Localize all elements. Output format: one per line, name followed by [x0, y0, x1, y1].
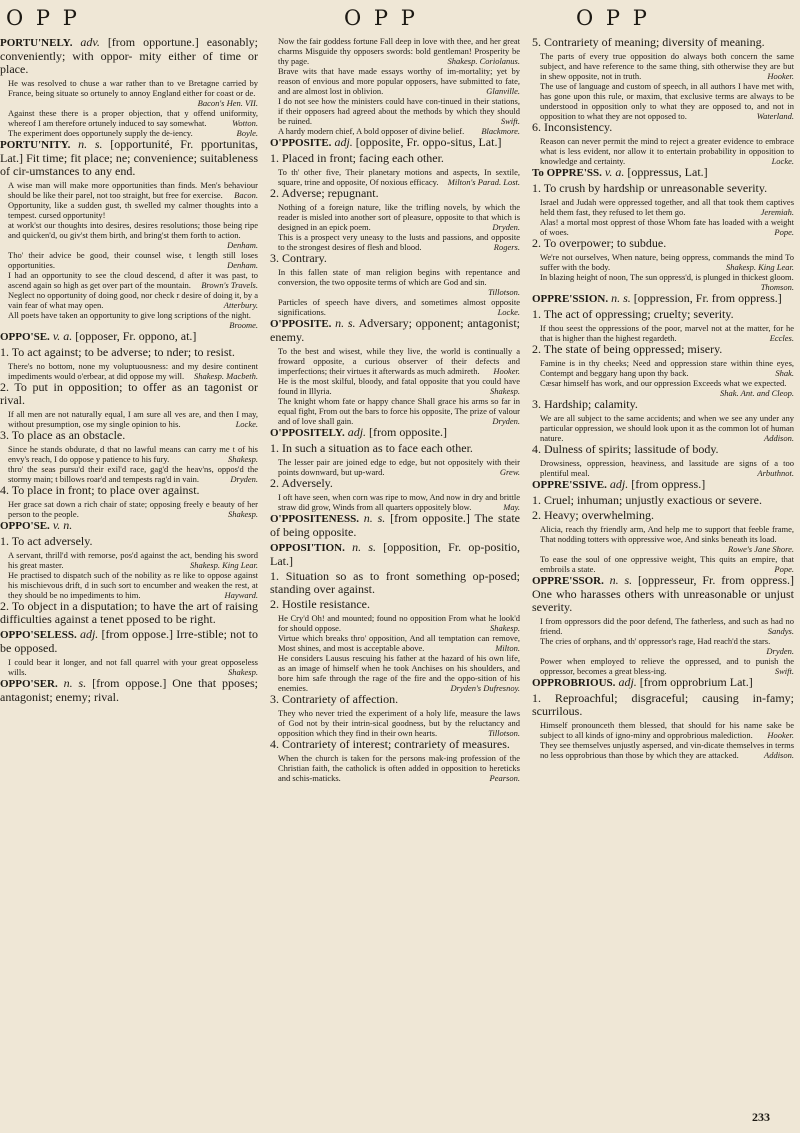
citation-text: Virtue which breaks thro' opposition, And all temptation can remove, Most shines, and most is acceptable above.	[278, 633, 520, 653]
etymology: [opportunité, Fr. pportunitas, Lat.]	[0, 137, 258, 165]
headword: OPPRE'SSOR.	[532, 575, 604, 587]
column-1	[0, 36, 258, 1106]
citation	[532, 740, 794, 760]
citation	[532, 252, 794, 272]
citation-author: Tillotson.	[488, 728, 520, 738]
citation-text: He was resolved to chuse a war rather than to ve Bretagne carried by France, being situate so ortunely to annoy England either for coast or de.	[8, 78, 258, 98]
citation-author: Tillotson.	[488, 287, 520, 297]
citation-text: Famine is in thy cheeks; Need and oppression stare within thine eyes, Contempt and beggary hang upon thy back.	[540, 358, 794, 378]
citation-text: I had an opportunity to see the cloud descend, d after it was past, to ascend again so high as get over part of the mountain.	[8, 270, 258, 290]
citation-text: I could bear it longer, and not fall quarrel with your great opposeless wills.	[8, 657, 258, 677]
citation-text: I do not see how the ministers could have con-tinued in their stations, if their opposers had agreed about the methods by which they should be ruined.	[278, 96, 520, 126]
sense-definition	[270, 477, 520, 490]
sense-text: 2. Hostile resistance.	[270, 597, 370, 611]
citation-author: Hooker.	[767, 730, 794, 740]
citation-text: The knight whom fate or happy chance Shall grace his arms so far in equal fight, From out the bars to force his opposite, The prize of valour and of love shall gain.	[278, 396, 520, 426]
citation-text: Brave wits that have made essays worthy of im-mortality; yet by reason of envious and more popular opposers, have submitted to fate, and are almost lost in oblivion.	[278, 66, 520, 96]
sense-text: 3. Contrary.	[270, 251, 327, 265]
citation	[270, 492, 520, 512]
citation-text: If all men are not naturally equal, I am sure all ves are, and then I may, without presumption, ose my single opinion to his.	[8, 409, 258, 429]
citation-text: We're not ourselves, When nature, being oppress, commands the mind To suffer with the body.	[540, 252, 794, 272]
citation	[270, 708, 520, 738]
sense-definition	[270, 187, 520, 200]
citation-text: Opportunity, like a sudden gust, th swelled my calmer thoughts into a tempest. cursed opportunity!	[8, 200, 258, 220]
etymology: [opposite, Fr. oppo-situs, Lat.]	[355, 135, 502, 149]
citation-author: Shakesp. Coriolanus.	[447, 56, 520, 66]
citation	[0, 657, 258, 677]
citation-author: Swift.	[774, 666, 794, 676]
headword: OPPO'SE.	[0, 520, 50, 532]
sense-definition	[0, 600, 258, 626]
headword: PORTU'NELY.	[0, 37, 73, 49]
sense-definition	[0, 346, 258, 359]
citation	[270, 96, 520, 126]
citation-text: The parts of every true opposition do always both concern the same subject, and have reference to the same thing, sith otherwise they are but in shew opposite, not in truth.	[540, 51, 794, 81]
citation-author: Denham.	[227, 260, 258, 270]
sense-text: 5. Contrariety of meaning; diversity of meaning.	[532, 36, 765, 49]
definition: Adversary; opponent; antagonist; enemy.	[270, 316, 520, 344]
etymology: [from opprobrium Lat.]	[639, 675, 753, 689]
dictionary-entry	[0, 36, 258, 76]
citation-author: Milton.	[495, 643, 520, 653]
grammar-label: adj.	[618, 675, 637, 689]
definition: Irre-stible; not to be opposed.	[0, 627, 258, 655]
citation	[532, 272, 794, 292]
sense-text: 2. The state of being oppressed; misery.	[532, 342, 723, 356]
citation	[532, 197, 794, 217]
headword: OPPO'SE.	[0, 331, 50, 343]
citation	[270, 167, 520, 187]
citation-author: Locke.	[771, 156, 794, 166]
sense-text: 1. To act adversely.	[0, 534, 93, 548]
dictionary-entry	[0, 330, 258, 344]
sense-definition	[0, 429, 258, 442]
citation	[532, 656, 794, 676]
citation-text: In blazing height of noon, The sun oppress'd, is plunged in thickest gloom.	[540, 272, 794, 282]
citation-author: Dryden.	[230, 474, 258, 484]
citation-text: When the church is taken for the persons mak-ing profession of the Christian faith, the catholick is often added in opposition to hereticks and schis-maticks.	[278, 753, 520, 783]
citation	[532, 458, 794, 478]
citation	[532, 217, 794, 237]
citation	[0, 180, 258, 200]
citation	[532, 51, 794, 81]
citation	[532, 136, 794, 166]
citation-author: Glanville.	[486, 86, 520, 96]
citation-author: Bacon.	[234, 190, 258, 200]
sense-definition	[270, 598, 520, 611]
sense-text: 1. Situation so as to front something op-posed; standing over against.	[270, 569, 520, 596]
citation	[270, 753, 520, 783]
sense-definition	[270, 152, 520, 165]
citation	[0, 250, 258, 270]
citation-author: Atterbury.	[223, 300, 258, 310]
citation-author: Waterland.	[756, 111, 794, 121]
citation-text: thro' the seas pursu'd their exil'd race, gag'd the heav'ns, oppos'd the stormy main; t billows roar'd and tempests rag'd in vain.	[8, 464, 258, 484]
sense-definition	[270, 442, 520, 455]
citation-author: Shakesp.	[228, 667, 258, 677]
column-2	[270, 36, 520, 1106]
dictionary-entry	[270, 541, 520, 568]
sense-text: 1. Cruel; inhuman; unjustly exactious or severe.	[532, 493, 762, 507]
sense-definition	[532, 443, 794, 456]
sense-definition	[0, 381, 258, 407]
citation-text: They who never tried the experiment of a holy life, measure the laws of God not by their intrin-sical goodness, but by the reluctancy and opposition which they find in their own hearts.	[278, 708, 520, 738]
citation	[270, 202, 520, 232]
etymology: [from oppose.]	[92, 676, 167, 690]
citation-text: To ease the soul of one oppressive weight, This quits an empire, that embroils a state.	[540, 554, 794, 574]
citation-author: Addison.	[764, 433, 794, 443]
headword: OPPRE'SSION.	[532, 293, 609, 305]
sense-definition	[270, 252, 520, 265]
citation-author: Eccles.	[769, 333, 794, 343]
sense-text: 1. The act of oppressing; cruelty; severity.	[532, 307, 734, 321]
citation-author: Boyle.	[236, 128, 258, 138]
citation-text: Drowsiness, oppression, heaviness, and lassitude are signs of a too plentiful meal.	[540, 458, 794, 478]
etymology: [from opposite.]	[369, 425, 448, 439]
headword: O'PPOSITENESS.	[270, 513, 359, 525]
headword: OPPROBRIOUS.	[532, 677, 616, 689]
citation	[270, 346, 520, 376]
citation-author: Broome.	[229, 320, 258, 330]
etymology: [from oppress.]	[631, 477, 706, 491]
sense-definition	[532, 121, 794, 134]
grammar-label: adj.	[347, 425, 367, 439]
citation-text: at work'st our thoughts into desires, desires resolutions; those being ripe and quicken'd, ou giv'st them birth, and bring'st them forth to action.	[8, 220, 258, 240]
headword: PORTU'NITY.	[0, 139, 71, 151]
citation-author: Jeremiah.	[760, 207, 794, 217]
sense-text: 2. Heavy; overwhelming.	[532, 508, 654, 522]
citation-author: Brown's Travels.	[201, 280, 258, 290]
citation-author: Dryden's Dufresnoy.	[450, 683, 520, 693]
citation	[270, 267, 520, 297]
citation-text: If thou seest the oppressions of the poor, marvel not at the matter, for he that is higher than the highest regardeth.	[540, 323, 794, 343]
citation	[532, 616, 794, 636]
citation	[532, 636, 794, 656]
citation-author: Dryden.	[492, 222, 520, 232]
citation-text: They see themselves unjustly aspersed, and vin-dicate themselves in terms no less opprobrious than those by which they are attacked.	[540, 740, 794, 760]
sense-text: 1. To act against; to be adverse; to nder; to resist.	[0, 345, 235, 359]
header-right: O P P	[576, 6, 650, 30]
grammar-label: n. s.	[363, 511, 386, 525]
citation-author: Swift.	[500, 116, 520, 126]
sense-definition	[532, 36, 794, 49]
citation-author: Shak. Ant. and Cleop.	[720, 388, 794, 398]
citation-author: Wotton.	[232, 118, 258, 128]
citation-text: All poets have taken an opportunity to give long scriptions of the night.	[8, 310, 251, 320]
citation-text: He is the most skilful, bloody, and fatal opposite that you could have found in Illyria.	[278, 376, 520, 396]
citation-author: Shakesp. King Lear.	[726, 262, 794, 272]
citation	[532, 323, 794, 343]
citation-author: Grew.	[499, 467, 520, 477]
citation-text: Against these there is a proper objection, that y offend uniformity, whereof I am therefore ortunely induced to say somewhat.	[8, 108, 258, 128]
sense-text: 4. Dulness of spirits; lassitude of body.	[532, 442, 719, 456]
citation	[0, 270, 258, 290]
dictionary-entry	[270, 512, 520, 539]
dictionary-entry	[532, 166, 794, 180]
sense-definition	[532, 182, 794, 195]
citation-author: Hooker.	[493, 366, 520, 376]
citation-text: Now the fair goddess fortune Fall deep in love with thee, and her great charms Misguide thy opposers swords: bold gentleman! Prosperity be thy page.	[278, 36, 520, 66]
citation	[0, 310, 258, 330]
citation	[532, 358, 794, 378]
citation	[0, 550, 258, 570]
citation-author: Pope.	[774, 564, 794, 574]
grammar-label: n. s.	[609, 573, 633, 587]
grammar-label: n. s.	[352, 540, 377, 554]
citation-text: Particles of speech have divers, and sometimes almost opposite significations.	[278, 297, 520, 317]
etymology: [from oppose.]	[101, 627, 174, 641]
sense-text: 1. In such a situation as to face each other.	[270, 441, 473, 455]
sense-definition	[532, 237, 794, 250]
citation	[270, 396, 520, 426]
citation	[270, 376, 520, 396]
citation-text: In this fallen state of man religion begins with repentance and conversion, the two opposite terms of which are God and sin.	[278, 267, 520, 287]
citation	[270, 36, 520, 66]
citation-author: May.	[503, 502, 520, 512]
citation	[0, 290, 258, 310]
citation-text: To th' other five, Their planetary motions and aspects, In sextile, square, trine and opposite, Of noxious efficacy.	[278, 167, 520, 187]
dictionary-entry	[532, 292, 794, 306]
citation-author: Shakesp. King Lear.	[190, 560, 258, 570]
citation-text: Reason can never permit the mind to reject a greater evidence to embrace what is less evident, nor allow it to entertain probability in opposition to knowledge and certainty.	[540, 136, 794, 166]
definition: One that pposes; antagonist; enemy; rival.	[0, 676, 258, 704]
citation	[270, 633, 520, 653]
citation-text: The cries of orphans, and th' oppressor's rage, Had reach'd the stars.	[540, 636, 771, 646]
grammar-label: n. s.	[611, 291, 631, 305]
sense-text: 3. Contrariety of affection.	[270, 692, 399, 706]
citation	[0, 570, 258, 600]
dictionary-entry	[0, 138, 258, 178]
citation-text: Alas! a mortal most opprest of those Whom fate has loaded with a weight of woes.	[540, 217, 794, 237]
citation	[0, 444, 258, 464]
sense-text: 1. Reproachful; disgraceful; causing in-famy; scurrilous.	[532, 691, 794, 718]
citation-text: He practised to dispatch such of the nobility as re like to oppose against his mischievous drift, d in such sort to encumber and weaken the rest, at they should be no impediments to him.	[8, 570, 258, 600]
citation-author: Denham.	[227, 240, 258, 250]
grammar-label: v. a.	[52, 329, 73, 343]
citation-author: Pope.	[774, 227, 794, 237]
sense-text: 1. To crush by hardship or unreasonable severity.	[532, 181, 768, 195]
citation-author: Addison.	[764, 750, 794, 760]
citation	[0, 108, 258, 128]
dictionary-entry	[270, 426, 520, 440]
citation-text: Since he stands obdurate, d that no lawful means can carry me t of his envy's reach, I do oppose y patience to his fury.	[8, 444, 258, 464]
citation-author: Rogers.	[493, 242, 520, 252]
citation-author: Milton's Parad. Lost.	[447, 177, 520, 187]
citation	[270, 457, 520, 477]
etymology: [oppression, Fr. from oppress.]	[633, 291, 782, 305]
dictionary-entry	[0, 677, 258, 704]
sense-text: 3. Hardship; calamity.	[532, 397, 638, 411]
grammar-label: n. s.	[63, 676, 87, 690]
sense-text: 6. Inconsistency.	[532, 120, 613, 134]
citation-text: The use of language and custom of speech, in all authors I have met with, has gone upon this rule, or maxim, that exclusive terms are always to be understood in opposition only to what they are opposed to, and not in opposition to what they are not opposed to.	[540, 81, 794, 121]
sense-text: 3. To place as an obstacle.	[0, 428, 126, 442]
headword: O'PPOSITE.	[270, 137, 332, 149]
dictionary-entry	[0, 519, 258, 533]
sense-text: 4. To place in front; to place over against.	[0, 483, 200, 497]
definition: One who harasses others with unreasonable or unjust severity.	[532, 587, 794, 614]
grammar-label: adj.	[609, 477, 629, 491]
sense-text: 2. To object in a disputation; to have the art of raising difficulties against a tenet pposed to be right.	[0, 599, 258, 626]
citation-text: A hardy modern chief, A bold opposer of divine belief.	[278, 126, 465, 136]
citation	[0, 409, 258, 429]
sense-definition	[532, 398, 794, 411]
citation-text: Alicia, reach thy friendly arm, And help me to support that feeble frame, That nodding totters with oppressive woe, And sinks beneath its load.	[540, 524, 794, 544]
grammar-label: adv.	[80, 36, 100, 49]
headword: OPPRE'SSIVE.	[532, 479, 607, 491]
citation	[0, 200, 258, 220]
grammar-label: v. n.	[52, 518, 73, 532]
headword: OPPO'SELESS.	[0, 629, 77, 641]
sense-text: 2. Adverse; repugnant.	[270, 186, 379, 200]
citation-author: Shakesp.	[228, 454, 258, 464]
citation	[532, 720, 794, 740]
headword: O'PPOSITELY.	[270, 427, 345, 439]
citation-text: Tho' their advice be good, their counsel wise, t length still loses opportunities.	[8, 250, 258, 270]
citation-text: He Cry'd Oh! and mounted; found no opposition From what he look'd for should oppose.	[278, 613, 520, 633]
citation	[270, 297, 520, 317]
headword: O'PPOSITE.	[270, 318, 332, 330]
citation	[0, 499, 258, 519]
citation-text: We are all subject to the same accidents; and when we see any under any particular oppression, we should look upon it as the common lot of human nature.	[540, 413, 794, 443]
header-left: O P P	[6, 6, 80, 30]
grammar-label: adj.	[334, 135, 353, 149]
definition: easonably; conveniently; with oppor-	[0, 36, 258, 63]
citation-text: Power when employed to relieve the oppressed, and to punish the oppressor, becomes a great bless-ing.	[540, 656, 794, 676]
sense-text: 2. To overpower; to subdue.	[532, 236, 667, 250]
headword: OPPO'SER.	[0, 678, 58, 690]
citation	[532, 81, 794, 121]
citation	[270, 232, 520, 252]
headword: To OPPRE'SS.	[532, 167, 602, 179]
citation-author: Hooker.	[767, 71, 794, 81]
grammar-label: v. a.	[604, 165, 625, 179]
citation-text: I oft have seen, when corn was ripe to mow, And now in dry and brittle straw did grow, Winds from all quarters oppositely blow.	[278, 492, 520, 512]
citation	[532, 413, 794, 443]
sense-definition	[532, 692, 794, 718]
citation-text: To the best and wisest, while they live, the world is continually a froward opposite, a curious observer of their defects and imperfections; their virtues it afterwards as much admireth.	[278, 346, 520, 376]
etymology: [oppressus, Lat.]	[627, 165, 708, 179]
sense-definition	[532, 494, 794, 507]
citation-text: A wise man will make more opportunities than finds. Men's behaviour should be like their parel, not too straight, but free for exercise.	[8, 180, 258, 200]
citation-text: Her grace sat down a rich chair of state; opposing freely e beauty of her person to the people.	[8, 499, 258, 519]
sense-definition	[0, 484, 258, 497]
etymology: [from opposite.]	[390, 511, 470, 525]
sense-definition	[270, 570, 520, 596]
sense-text: 2. To put in opposition; to offer as an tagonist or rival.	[0, 380, 258, 407]
citation	[0, 361, 258, 381]
citation-text: He considers Lausus rescuing his father at the hazard of his own life, as an image of himself when he took Anchises on his shoulders, and bore him safe through the rage of the fire and the oppo-sition of his enemies.	[278, 653, 520, 693]
dictionary-entry	[532, 478, 794, 492]
sense-definition	[0, 535, 258, 548]
citation	[0, 464, 258, 484]
citation-text: There's no bottom, none my voluptuousness: and my desire continent impediments would o'erbear, at did oppose my will.	[8, 361, 258, 381]
citation-author: Shak.	[775, 368, 794, 378]
citation-text: Cæsar himself has work, and our oppression Exceeds what we expected.	[540, 378, 787, 388]
dictionary-entry	[270, 317, 520, 344]
citation	[270, 613, 520, 633]
citation-author: Bacon's Hen. VII.	[197, 98, 258, 108]
citation-text: The lesser pair are joined edge to edge, but not oppositely with their points downward, but up-ward.	[278, 457, 520, 477]
etymology: [opposer, Fr. oppono, at.]	[75, 329, 197, 343]
headword: OPPOSI'TION.	[270, 542, 345, 554]
header-middle: O P P	[344, 6, 418, 30]
dictionary-entry	[270, 136, 520, 150]
citation-text: I from oppressors did the poor defend, The fatherless, and such as had no friend.	[540, 616, 794, 636]
citation	[532, 554, 794, 574]
sense-text: 2. Adversely.	[270, 476, 333, 490]
citation-author: Hayward.	[224, 590, 258, 600]
sense-definition	[532, 308, 794, 321]
citation-text: Nothing of a foreign nature, like the trifling novels, by which the reader is misled into another sort of pleasure, opposite to that which is designed in an epick poem.	[278, 202, 520, 232]
grammar-label: n. s.	[78, 137, 103, 151]
citation-author: Blackmore.	[481, 126, 520, 136]
citation	[0, 78, 258, 108]
citation-author: Dryden.	[492, 416, 520, 426]
citation	[270, 66, 520, 96]
citation	[270, 653, 520, 693]
citation-text: This is a prospect very uneasy to the lusts and passions, and opposite to the strongest desires of flesh and blood.	[278, 232, 520, 252]
citation	[0, 220, 258, 250]
column-3	[532, 36, 794, 1106]
sense-text: 4. Contrariety of interest; contrariety of measures.	[270, 737, 510, 751]
sense-definition	[532, 509, 794, 522]
sense-definition	[532, 343, 794, 356]
citation-author: Sandys.	[767, 626, 794, 636]
citation-text: The experiment does opportunely supply the de-iency.	[8, 128, 193, 138]
citation-author: Thomson.	[760, 282, 794, 292]
etymology: [opposition, Fr. op-positio, Lat.]	[270, 540, 520, 568]
grammar-label: adj.	[79, 627, 99, 641]
page-number: 233	[752, 1110, 770, 1124]
citation-author: Shakesp.	[228, 509, 258, 519]
citation-text: A servant, thrill'd with remorse, pos'd against the act, bending his sword his great master.	[8, 550, 258, 570]
citation-text: Israel and Judah were oppressed together, and all that took them captives held them fast, they refused to let them go.	[540, 197, 794, 217]
dictionary-entry	[0, 628, 258, 655]
citation-text: Neglect no opportunity of doing good, nor check r desire of doing it, by a vain fear of what may open.	[8, 290, 258, 310]
sense-text: 1. Placed in front; facing each other.	[270, 151, 444, 165]
definition-cont: mity either of time or place.	[0, 49, 258, 76]
citation-author: Shakesp.	[490, 386, 520, 396]
citation-author: Rowe's Jane Shore.	[728, 544, 794, 554]
citation	[532, 378, 794, 398]
citation-author: Locke.	[235, 419, 258, 429]
citation-author: Shakesp.	[490, 623, 520, 633]
citation-text: Himself pronounceth them blessed, that should for his name sake be subject to all kinds of igno-miny and opprobrious malediction.	[540, 720, 794, 740]
grammar-label: n. s.	[335, 316, 356, 330]
sense-definition	[270, 693, 520, 706]
citation-author: Locke.	[497, 307, 520, 317]
definition: Fit time; fit place; ne; convenience; suitableness of cir-umstances to any end.	[0, 151, 258, 178]
citation-author: Shakesp. Macbeth.	[194, 371, 258, 381]
citation-author: Pearson.	[489, 773, 520, 783]
dictionary-entry	[532, 676, 794, 690]
etymology: [oppresseur, Fr. from oppress.]	[638, 573, 794, 587]
definition: The state of being opposite.	[270, 511, 520, 539]
etymology: [from opportune.]	[107, 36, 199, 49]
dictionary-entry	[532, 574, 794, 614]
citation	[532, 524, 794, 554]
citation-author: Arbuthnot.	[757, 468, 794, 478]
sense-definition	[270, 738, 520, 751]
citation-author: Dryden.	[766, 646, 794, 656]
